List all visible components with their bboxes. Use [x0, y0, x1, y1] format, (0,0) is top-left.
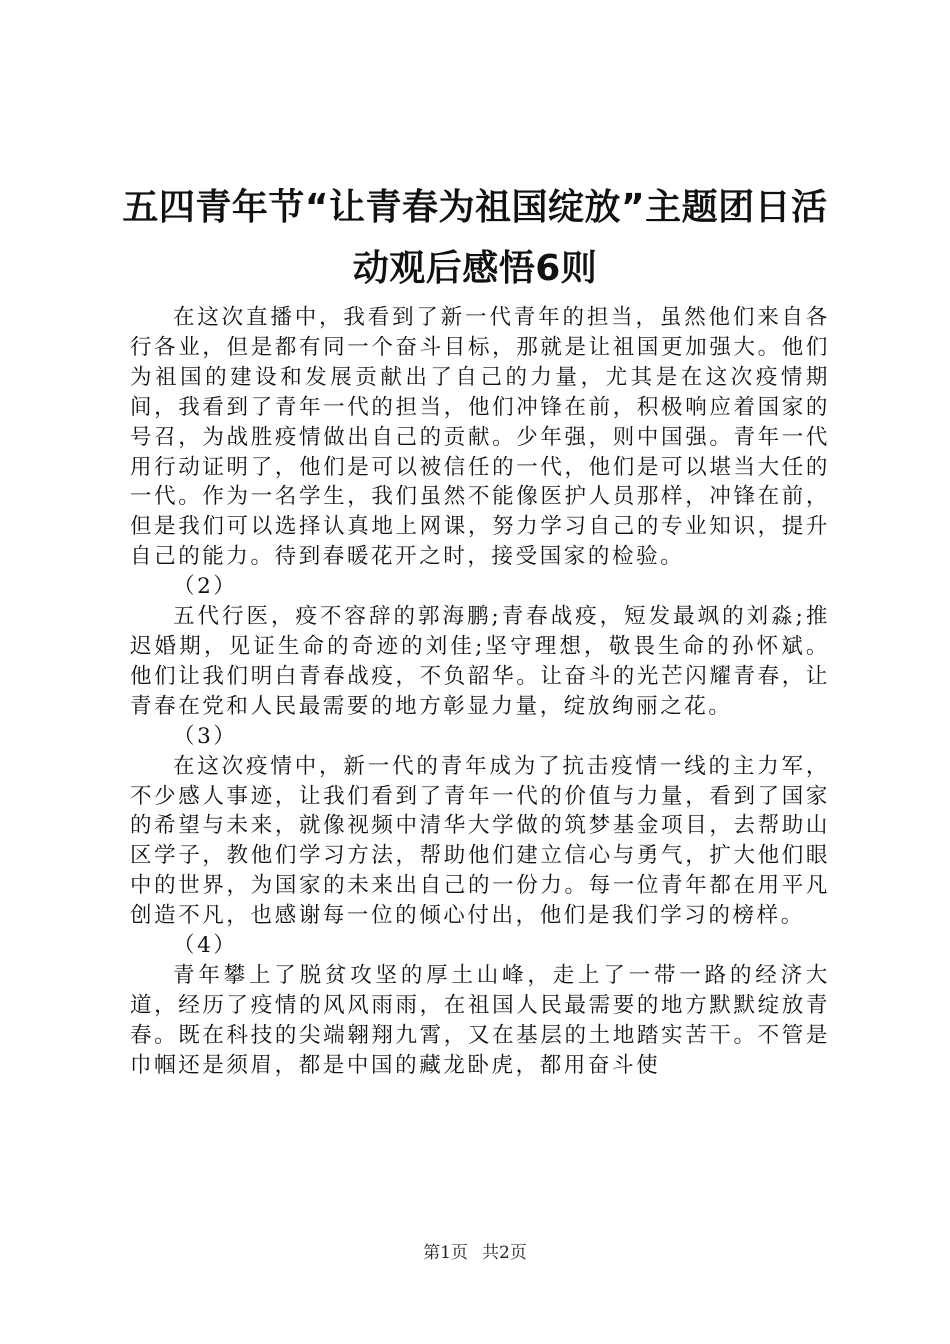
page-number-total: 共2页 [482, 1243, 527, 1263]
paragraph-4: 青年攀上了脱贫攻坚的厚土山峰，走上了一带一路的经济大道，经历了疫情的风风雨雨，在祖国人民最需要的地方默默绽放青春。既在科技的尖端翱翔九霄，又在基层的土地踏实苦干。不管是巾帼还是须眉，都是中国的藏龙卧虎，都用奋斗使 [130, 962, 830, 1078]
document-title-line-2: 动观后感悟6则 [352, 248, 598, 289]
section-marker-2: （2） [173, 574, 238, 600]
document-title-line-1: 五四青年节“让青春为祖国绽放”主题团日活 [122, 187, 828, 228]
page-number-current: 第1页 [423, 1243, 468, 1263]
paragraph-2: 五代行医，疫不容辞的郭海鹏;青春战疫，短发最飒的刘淼;推迟婚期，见证生命的奇迹的刘佳;坚守理想，敬畏生命的孙怀斌。他们让我们明白青春战疫，不负韶华。让奋斗的光芒闪耀青春，让青春在党和人民最需要的地方彰显力量，绽放绚丽之花。 [130, 604, 830, 719]
document-body [130, 303, 830, 1081]
section-marker-3: （3） [173, 723, 238, 749]
page-footer [0, 1238, 950, 1263]
paragraph-1: 在这次直播中，我看到了新一代青年的担当，虽然他们来自各行各业，但是都有同一个奋斗目标，那就是让祖国更加强大。他们为祖国的建设和发展贡献出了自己的力量，尤其是在这次疫情期间，我看到了青年一代的担当，他们冲锋在前，积极响应着国家的号召，为战胜疫情做出自己的贡献。少年强，则中国强。青年一代用行动证明了，他们是可以被信任的一代，他们是可以堪当大任的一代。作为一名学生，我们虽然不能像医护人员那样，冲锋在前，但是我们可以选择认真地上网课，努力学习自己的专业知识，提升自己的能力。待到春暖花开之时，接受国家的检验。 [130, 305, 830, 570]
section-marker-4: （4） [173, 933, 238, 959]
paragraph-3: 在这次疫情中，新一代的青年成为了抗击疫情一线的主力军，不少感人事迹，让我们看到了青年一代的价值与力量，看到了国家的希望与未来，就像视频中清华大学做的筑梦基金项目，去帮助山区学子，教他们学习方法，帮助他们建立信心与勇气，扩大他们眼中的世界，为国家的未来出自己的一份力。每一位青年都在用平凡创造不凡，也感谢每一位的倾心付出，他们是我们学习的榜样。 [130, 753, 830, 929]
